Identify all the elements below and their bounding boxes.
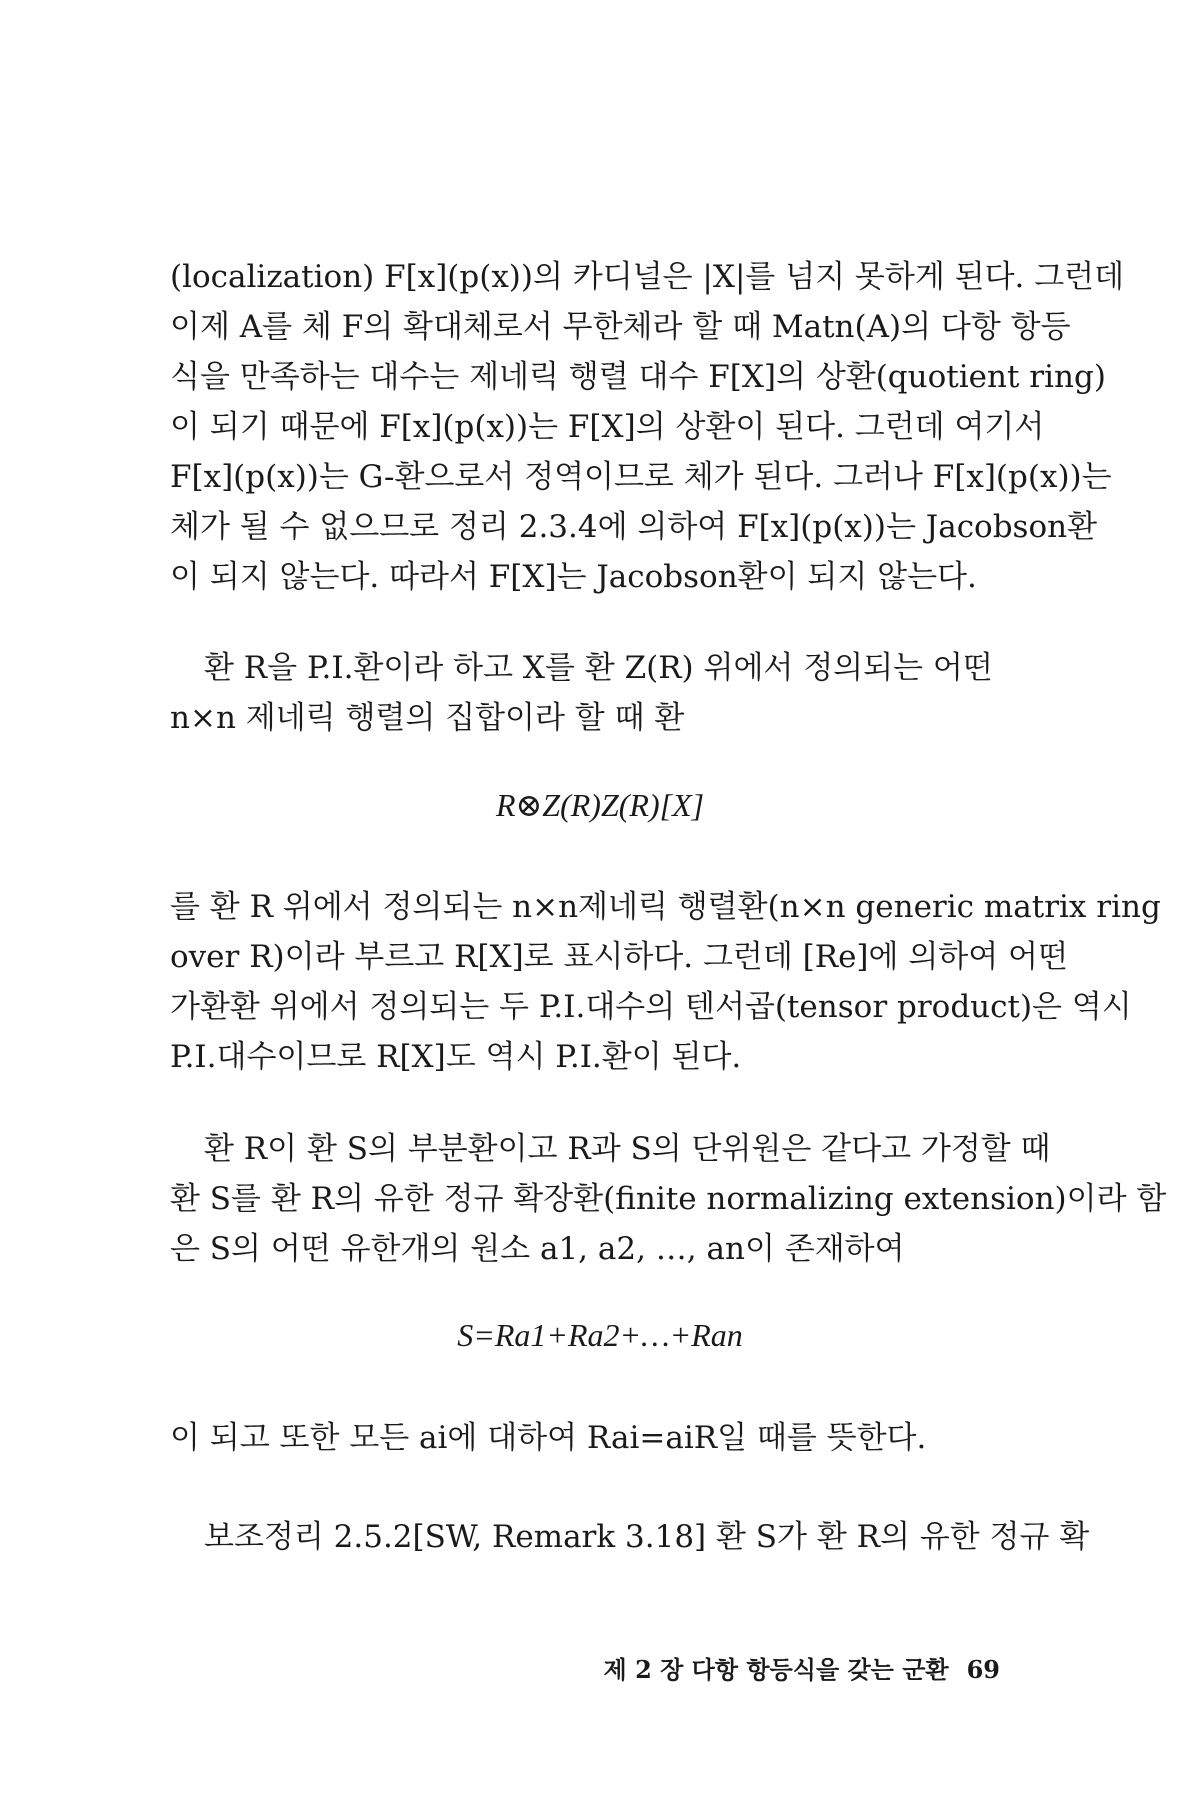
- paragraph-pi-ring: [170, 643, 1000, 743]
- text-line: 환 S를 환 R의 유한 정규 확장환(finite normalizing extension)이라 함: [170, 1181, 1167, 1217]
- text-line: 은 S의 어떤 유한개의 원소 a1, a2, …, an이 존재하여: [170, 1231, 905, 1267]
- lemma-heading: [170, 1512, 1090, 1562]
- equation-sum: S=Ra1+Ra2+…+Ran: [457, 1317, 743, 1353]
- text-line: 환 R을 P.I.환이라 하고 X를 환 Z(R) 위에서 정의되는 어떤: [204, 650, 993, 686]
- text-line: 이 되기 때문에 F[x](p(x))는 F[X]의 상환이 된다. 그런데 여기서: [170, 409, 1045, 445]
- equation-tensor-product: R⊗Z(R)Z(R)[X]: [495, 787, 705, 823]
- page-footer: [604, 1650, 1000, 1685]
- text-line: 체가 될 수 없으므로 정리 2.3.4에 의하여 F[x](p(x))는 Jacobson환: [170, 509, 1098, 545]
- text-line: n×n 제네릭 행렬의 집합이라 할 때 환: [170, 700, 685, 736]
- paragraph-localization: [170, 252, 1125, 602]
- text-line: 이 되지 않는다. 따라서 F[X]는 Jacobson환이 되지 않는다.: [170, 559, 977, 595]
- text-line: 를 환 R 위에서 정의되는 n×n제네릭 행렬환(n×n generic matrix ring: [170, 889, 1161, 925]
- page-number: 69: [966, 1655, 1000, 1684]
- text-line: P.I.대수이므로 R[X]도 역시 P.I.환이 된다.: [170, 1039, 742, 1075]
- text-line: F[x](p(x))는 G-환으로서 정역이므로 체가 된다. 그러나 F[x](p(x))는: [170, 459, 1112, 495]
- paragraph-definition-end: [170, 1413, 1000, 1463]
- text-line: over R)이라 부르고 R[X]로 표시하다. 그런데 [Re]에 의하여 어떤: [170, 939, 1068, 975]
- text-line: 식을 만족하는 대수는 제네릭 행렬 대수 F[X]의 상환(quotient ring): [170, 359, 1106, 395]
- text-line: 가환환 위에서 정의되는 두 P.I.대수의 텐서곱(tensor product)은 역시: [170, 989, 1132, 1025]
- text-line: 이제 A를 체 F의 확대체로서 무한체라 할 때 Matn(A)의 다항 항등: [170, 309, 1071, 345]
- text-line: (localization) F[x](p(x))의 카디널은 |X|를 넘지 못하게 된다. 그런데: [170, 259, 1125, 295]
- paragraph-normalizing-extension: [170, 1124, 1167, 1274]
- paragraph-generic-matrix-ring: [170, 882, 1161, 1082]
- lemma-text: 보조정리 2.5.2[SW, Remark 3.18] 환 S가 환 R의 유한 정규 확: [204, 1519, 1090, 1555]
- text-line: 이 되고 또한 모든 ai에 대하여 Rai=aiR일 때를 뜻한다.: [170, 1420, 927, 1456]
- text-line: 환 R이 환 S의 부분환이고 R과 S의 단위원은 같다고 가정할 때: [204, 1131, 1051, 1167]
- chapter-title: 제 2 장 다항 항등식을 갖는 군환: [603, 1655, 949, 1684]
